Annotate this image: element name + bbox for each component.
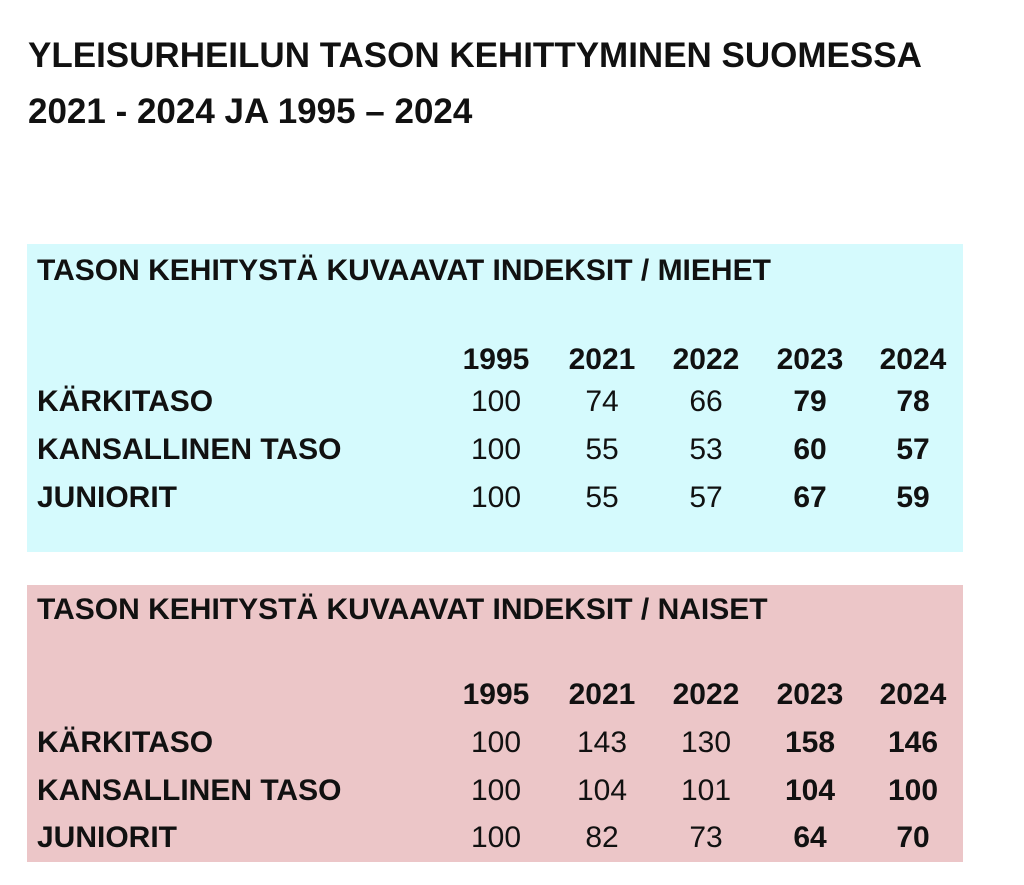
year-header: 1995 bbox=[462, 343, 530, 376]
table-cell: 100 bbox=[470, 726, 522, 759]
row-label: KÄRKITASO bbox=[37, 385, 214, 418]
table-cell: 73 bbox=[689, 821, 723, 854]
men-table-heading: TASON KEHITYSTÄ KUVAAVAT INDEKSIT / MIEHET bbox=[37, 254, 771, 287]
table-cell: 104 bbox=[784, 774, 836, 807]
table-cell: 82 bbox=[585, 821, 619, 854]
year-header: 2024 bbox=[879, 678, 947, 711]
page-title bbox=[28, 28, 1018, 140]
table-cell: 70 bbox=[896, 821, 930, 854]
table-row bbox=[27, 378, 963, 426]
table-cell: 64 bbox=[793, 821, 827, 854]
table-cell: 143 bbox=[576, 726, 628, 759]
table-row bbox=[27, 814, 963, 862]
year-header: 2023 bbox=[776, 343, 844, 376]
table-cell: 100 bbox=[470, 481, 522, 514]
table-cell: 130 bbox=[680, 726, 732, 759]
table-row bbox=[27, 426, 963, 474]
table-cell: 78 bbox=[896, 385, 930, 418]
year-header: 2021 bbox=[568, 678, 636, 711]
page-title-line-2: 2021 - 2024 JA 1995 – 2024 bbox=[28, 92, 473, 131]
women-index-table bbox=[27, 585, 963, 862]
table-cell: 67 bbox=[793, 481, 827, 514]
year-header: 2023 bbox=[776, 678, 844, 711]
row-label: KANSALLINEN TASO bbox=[37, 433, 342, 466]
table-cell: 66 bbox=[689, 385, 723, 418]
men-year-header-row bbox=[27, 336, 963, 384]
table-cell: 100 bbox=[470, 821, 522, 854]
women-year-header-row bbox=[27, 671, 963, 719]
table-row bbox=[27, 719, 963, 767]
table-cell: 74 bbox=[585, 385, 619, 418]
table-cell: 59 bbox=[896, 481, 930, 514]
row-label: KÄRKITASO bbox=[37, 726, 214, 759]
row-label: JUNIORIT bbox=[37, 821, 178, 854]
table-cell: 55 bbox=[585, 481, 619, 514]
table-cell: 158 bbox=[784, 726, 836, 759]
table-cell: 100 bbox=[470, 433, 522, 466]
table-row bbox=[27, 767, 963, 815]
women-table-heading: TASON KEHITYSTÄ KUVAAVAT INDEKSIT / NAISET bbox=[37, 593, 768, 626]
year-header: 1995 bbox=[462, 678, 530, 711]
table-cell: 100 bbox=[887, 774, 939, 807]
men-index-table bbox=[27, 244, 963, 552]
table-row bbox=[27, 474, 963, 522]
table-cell: 146 bbox=[887, 726, 939, 759]
table-cell: 100 bbox=[470, 385, 522, 418]
table-cell: 79 bbox=[793, 385, 827, 418]
table-cell: 101 bbox=[680, 774, 732, 807]
table-cell: 100 bbox=[470, 774, 522, 807]
page-title-line-1: YLEISURHEILUN TASON KEHITTYMINEN SUOMESSA bbox=[28, 36, 922, 75]
table-cell: 57 bbox=[896, 433, 930, 466]
year-header: 2024 bbox=[879, 343, 947, 376]
year-header: 2022 bbox=[672, 678, 740, 711]
row-label: JUNIORIT bbox=[37, 481, 178, 514]
row-label: KANSALLINEN TASO bbox=[37, 774, 342, 807]
table-cell: 53 bbox=[689, 433, 723, 466]
table-cell: 60 bbox=[793, 433, 827, 466]
table-cell: 104 bbox=[576, 774, 628, 807]
table-cell: 55 bbox=[585, 433, 619, 466]
year-header: 2021 bbox=[568, 343, 636, 376]
year-header: 2022 bbox=[672, 343, 740, 376]
table-cell: 57 bbox=[689, 481, 723, 514]
